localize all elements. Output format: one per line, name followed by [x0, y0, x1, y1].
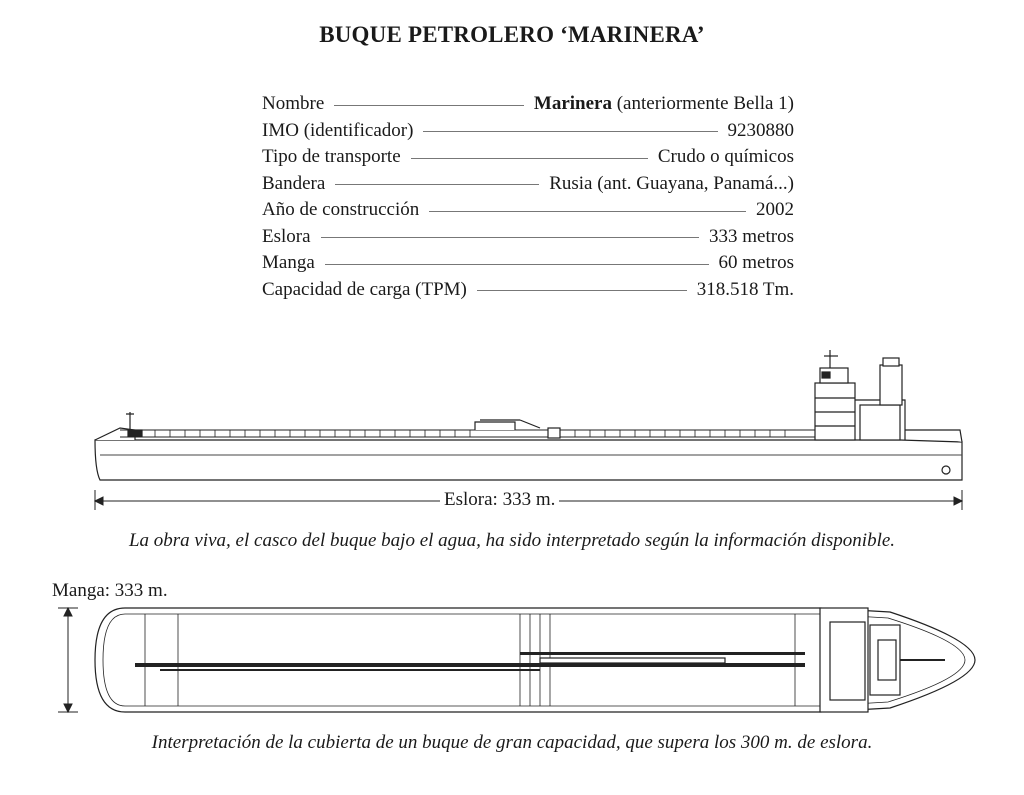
- spec-label: Manga: [262, 252, 315, 274]
- spec-value: Crudo o químicos: [657, 146, 794, 168]
- spec-value-text: (anteriormente Bella 1): [611, 93, 794, 115]
- ship-side-view: [95, 350, 962, 480]
- spec-label: Nombre: [262, 93, 325, 115]
- eslora-label: Eslora: 333 m.: [440, 489, 559, 511]
- manga-dimension: [58, 608, 78, 712]
- spec-value: 60 metros: [718, 252, 794, 274]
- spec-value: Rusia (ant. Guayana, Panamá...): [549, 172, 794, 194]
- ship-top-view: [95, 608, 975, 712]
- spec-label: IMO (identificador): [262, 119, 414, 141]
- spec-label: Año de construcción: [262, 199, 420, 221]
- spec-label: Eslora: [262, 225, 311, 247]
- side-hull: [95, 440, 962, 480]
- spec-value: 333 metros: [709, 225, 794, 247]
- manga-label: Manga: 333 m.: [52, 580, 168, 601]
- page-title: BUQUE PETROLERO ‘MARINERA’: [319, 22, 705, 47]
- forward-mast: [126, 412, 134, 430]
- deck-pipes: [140, 430, 785, 437]
- spec-value-bold: Marinera: [533, 93, 612, 115]
- spec-label: Bandera: [262, 172, 326, 194]
- funnel: [880, 358, 902, 405]
- spec-value: 318.518 Tm.: [696, 278, 794, 300]
- spec-value: 2002: [756, 199, 794, 221]
- spec-label: Capacidad de carga (TPM): [262, 278, 467, 300]
- top-view-caption: Interpretación de la cubierta de un buque de gran capacidad, que supera los 300 m. de eslora.: [151, 732, 873, 753]
- spec-label: Tipo de transporte: [262, 146, 401, 168]
- side-view-caption: La obra viva, el casco del buque bajo el agua, ha sido interpretado según la información disponible.: [128, 530, 896, 551]
- midship-crane: [475, 420, 540, 430]
- spec-value: 9230880: [727, 119, 794, 141]
